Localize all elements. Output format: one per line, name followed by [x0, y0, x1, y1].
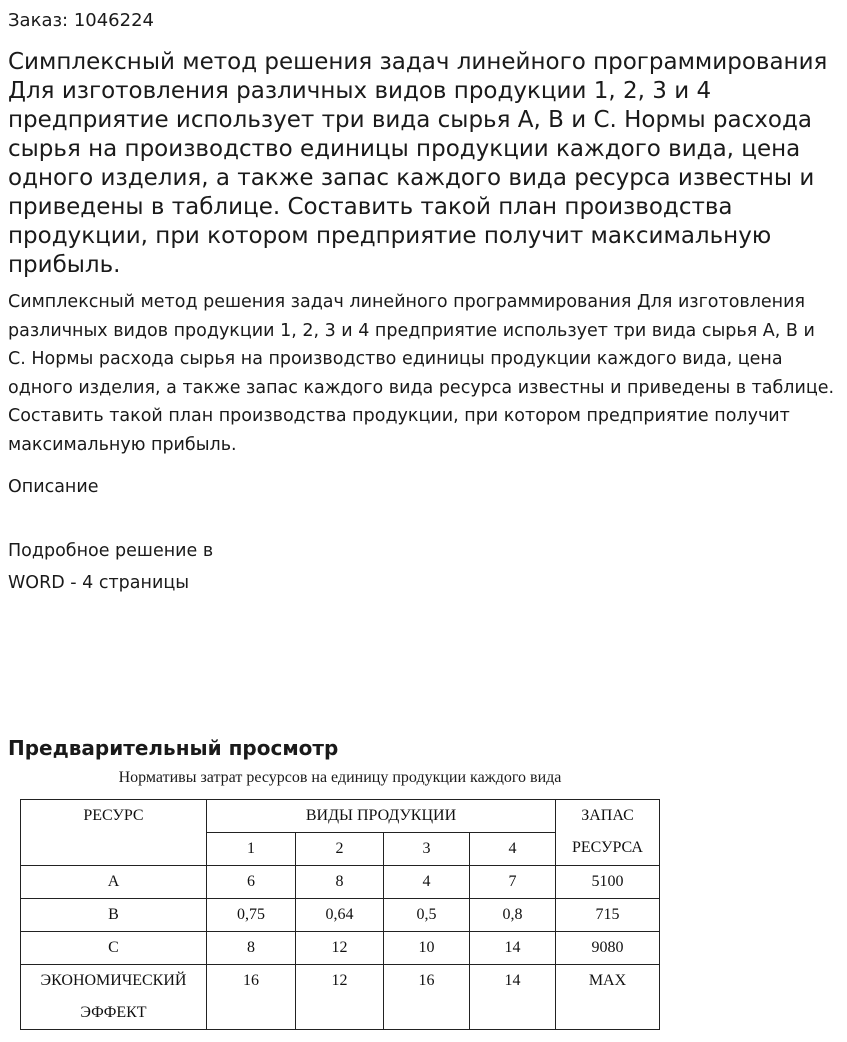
- norm-value: 6: [207, 866, 296, 899]
- norm-value: 10: [384, 932, 470, 965]
- table-row: [21, 899, 660, 932]
- effect-stock: MAX: [556, 965, 660, 1030]
- stock-value: 715: [556, 899, 660, 932]
- stock-value: 9080: [556, 932, 660, 965]
- table-caption: Нормативы затрат ресурсов на единицу продукции каждого вида: [118, 769, 562, 786]
- page-title: Симплексный метод решения задач линейного программирования Для изготовления различных видов продукции 1, 2, 3 и 4 предприятие использует три вида сырья A, B и C. Нормы расхода сырья на производство единицы продукции каждого вида, цена одного изделия, а также запас каждого вида ресурса известны и приведены в таблице. Составить такой план производства продукции, при котором предприятие получит максимальную прибыль.: [8, 49, 828, 278]
- norm-value: 0,5: [384, 899, 470, 932]
- resource-name: С: [21, 932, 207, 965]
- norm-value: 7: [470, 866, 556, 899]
- product-number: 3: [384, 833, 470, 866]
- effect-label: [21, 965, 207, 1030]
- table-row-effect: [21, 965, 660, 1030]
- effect-label-line-1: ЭКОНОМИЧЕСКИЙ: [40, 972, 187, 989]
- preview-heading: Предварительный просмотр: [8, 736, 339, 760]
- header-stock-line-1: ЗАПАС: [581, 807, 634, 824]
- solution-details-line-2: WORD - 4 страницы: [8, 573, 190, 593]
- resource-name: А: [21, 866, 207, 899]
- stock-value: 5100: [556, 866, 660, 899]
- product-number: 1: [207, 833, 296, 866]
- product-number: 4: [470, 833, 556, 866]
- description-label: Описание: [8, 477, 99, 497]
- effect-label-line-2: ЭФФЕКТ: [80, 1004, 147, 1021]
- norm-value: 0,64: [296, 899, 384, 932]
- header-resource: РЕСУРС: [21, 800, 207, 866]
- norm-value: 0,8: [470, 899, 556, 932]
- header-products: ВИДЫ ПРОДУКЦИИ: [207, 800, 556, 833]
- header-stock: [556, 800, 660, 866]
- table-row: [21, 866, 660, 899]
- resource-norms-table: [20, 799, 660, 1030]
- order-number: Заказ: 1046224: [8, 10, 154, 31]
- norm-value: 8: [207, 932, 296, 965]
- norm-value: 12: [296, 932, 384, 965]
- effect-value: 14: [470, 965, 556, 1030]
- table-header-row: [21, 800, 660, 833]
- header-stock-line-2: РЕСУРСА: [572, 839, 643, 856]
- solution-details-line-1: Подробное решение в: [8, 541, 214, 561]
- product-number: 2: [296, 833, 384, 866]
- norm-value: 14: [470, 932, 556, 965]
- effect-value: 16: [207, 965, 296, 1030]
- norm-value: 0,75: [207, 899, 296, 932]
- norm-value: 4: [384, 866, 470, 899]
- solution-details: [8, 535, 308, 599]
- resource-name: В: [21, 899, 207, 932]
- description-text: Симплексный метод решения задач линейного программирования Для изготовления различных видов продукции 1, 2, 3 и 4 предприятие использует три вида сырья A, B и C. Нормы расхода сырья на производство единицы продукции каждого вида, цена одного изделия, а также запас каждого вида ресурса известны и приведены в таблице. Составить такой план производства продукции, при котором предприятие получит максимальную прибыль.: [8, 292, 835, 455]
- table-row: [21, 932, 660, 965]
- norm-value: 8: [296, 866, 384, 899]
- effect-value: 16: [384, 965, 470, 1030]
- effect-value: 12: [296, 965, 384, 1030]
